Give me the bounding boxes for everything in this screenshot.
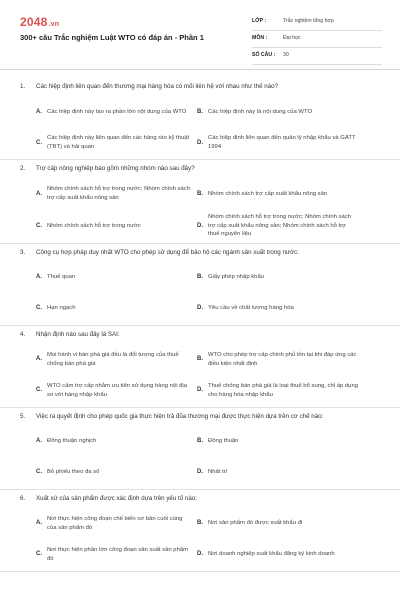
answer-options [20,345,382,407]
option-letter: B. [197,438,203,445]
option-text: Đồng thuận [208,438,239,445]
option-letter: C. [36,551,42,558]
answer-option[interactable] [36,128,192,159]
option-letter: A. [36,190,42,197]
question-text [20,244,382,263]
question-item [0,408,400,490]
option-letter: A. [36,108,42,115]
question-list [0,78,400,572]
answer-option[interactable] [197,540,359,571]
meta-row-class [252,14,382,31]
question-text [20,78,382,97]
question-item [0,78,400,160]
option-letter: D. [197,551,203,558]
option-letter: D. [197,387,203,394]
question-number: 3. [20,248,26,256]
option-text: Nhóm chính sách hỗ trợ trong nước; Nhóm chính sách trợ cấp xuất khẩu nông sản; Nhóm chính sách hỗ trợ thuế nguyên liệu [208,214,351,238]
answer-option[interactable] [36,509,192,540]
answer-option[interactable] [197,458,359,489]
question-label: Xuất xứ của sản phẩm được xác định dựa trên yếu tố nào: [36,494,197,502]
option-letter: B. [197,190,203,197]
question-label: Trợ cấp nông nghiệp bao gồm những nhóm nào sau đây? [36,165,195,172]
option-letter: C. [36,469,42,476]
option-letter: B. [197,108,203,115]
option-text: Nhất trí [208,469,228,476]
option-letter: B. [197,520,203,527]
option-letter: A. [36,520,42,527]
answer-option[interactable] [36,376,192,407]
option-letter: D. [197,222,203,229]
option-text: Thuế chống bán phá giá là loại thuế bổ sung, chỉ áp dụng cho hàng hóa nhập khẩu [208,383,359,398]
answer-option[interactable] [197,509,359,540]
option-letter: C. [36,222,42,229]
question-number: 1. [20,83,26,90]
option-text: Giấy phép nhập khẩu [208,274,265,281]
option-letter: A. [36,274,42,281]
option-text: WTO cấm trợ cấp nhằm ưu tiên sử dụng hàng nội địa so với hàng nhập khẩu [47,383,187,398]
question-item [0,244,400,326]
answer-option[interactable] [197,128,359,159]
answer-option[interactable] [36,210,192,243]
question-item [0,490,400,572]
option-letter: A. [36,356,42,363]
quiz-meta [252,14,382,65]
answer-option[interactable] [36,427,192,458]
option-text: Nơi doanh nghiệp xuất khẩu đăng ký kinh doanh [208,551,335,558]
answer-option[interactable] [197,97,359,128]
option-letter: D. [197,469,203,476]
option-text: Các hiệp định này liên quan đến các hàng rào kỹ thuật (TBT) và hải quan [47,135,190,150]
question-label: Công cụ hợp pháp duy nhất WTO cho phép sử dụng để bảo hộ các ngành sản xuất trong nước: [36,248,299,256]
meta-value: Trắc nghiệm tổng hợp [283,18,334,24]
answer-option[interactable] [36,345,192,376]
option-letter: D. [197,305,203,312]
site-logo[interactable] [20,15,59,29]
option-text: Bỏ phiếu theo đa số [47,469,100,476]
option-text: Hạn ngạch [47,305,76,312]
option-text: Các hiệp định này là nội dung của WTO [208,108,313,115]
answer-options [20,97,382,159]
question-item [0,326,400,408]
meta-label: SỐ CÂU : [252,52,276,58]
answer-option[interactable] [36,458,192,489]
option-text: Các hiệp định này tạo ra phần lớn nội dung của WTO [47,108,187,115]
answer-option[interactable] [197,294,359,325]
option-text: Nơi thực hiện công đoạn chế biến cơ bản cuối cùng của sản phẩm đó [47,516,183,531]
option-text: Thuế quan [47,274,76,281]
answer-options [20,179,382,243]
question-text [20,490,382,509]
option-letter: B. [197,274,203,281]
option-text: Nhóm chính sách hỗ trợ trong nước [47,222,141,229]
question-item [0,160,400,244]
answer-options [20,427,382,489]
meta-value: Đại học [283,35,301,41]
meta-label: LỚP : [252,18,267,24]
page-title: 300+ câu Trắc nghiệm Luật WTO có đáp án - Phần 1 [20,33,204,42]
option-text: WTO cho phép trợ cấp chính phủ tồn tại khi đáp ứng các điều kiện nhất định [208,352,357,367]
question-text [20,160,382,179]
option-letter: C. [36,139,42,146]
header-divider [0,69,400,70]
logo-text: 2048 [20,15,48,29]
question-number: 5. [20,412,26,420]
question-number: 2. [20,165,26,172]
question-text [20,326,382,345]
logo-domain: .vn [48,21,60,28]
meta-row-count [252,48,382,65]
answer-option[interactable] [36,294,192,325]
page-header [0,0,400,68]
answer-option[interactable] [197,210,359,243]
option-text: Mọi hành vi bán phá giá đều là đối tượng của thuế chống bán phá giá [47,352,179,367]
answer-option[interactable] [197,263,359,294]
option-text: Nhóm chính sách hỗ trợ trong nước; Nhóm chính sách trợ cấp xuất khẩu nông sản [47,186,190,201]
option-letter: B. [197,356,203,363]
option-text: Yêu cầu về chất lượng hàng hóa [208,305,294,312]
option-letter: D. [197,139,203,146]
option-letter: C. [36,387,42,394]
question-label: Nhận định nào sau đây là SAI: [36,330,120,338]
answer-option[interactable] [197,427,359,458]
meta-label: MÔN : [252,35,268,41]
question-number: 4. [20,330,26,338]
answer-option[interactable] [36,179,192,210]
answer-option[interactable] [197,179,359,210]
meta-row-subject [252,31,382,48]
answer-option[interactable] [197,345,359,376]
question-number: 6. [20,494,26,502]
question-text [20,408,382,427]
option-text: Nơi sản phẩm đó được xuất khẩu đi [208,520,303,527]
answer-options [20,263,382,325]
option-letter: C. [36,305,42,312]
option-text: Đồng thuận nghịch [47,438,97,445]
option-text: Các hiệp định liên quan đến quản lý nhập khẩu và GATT 1994 [208,135,356,150]
option-text: Nhóm chính sách trợ cấp xuất khẩu nông sản [208,190,328,197]
answer-option[interactable] [36,540,192,571]
answer-option[interactable] [36,263,192,294]
answer-option[interactable] [197,376,359,407]
answer-options [20,509,382,571]
question-label: Các hiệp định liên quan đến thương mại hàng hóa có mối liên hệ với nhau như thế nào? [36,83,279,90]
option-text: Nơi thực hiện phần lớn công đoạn sản xuất sản phẩm đó [47,547,189,562]
answer-option[interactable] [36,97,192,128]
meta-value: 30 [283,52,289,58]
option-letter: A. [36,438,42,445]
question-label: Việc ra quyết định cho phép quốc gia thực hiện trả đũa thương mại được thực hiện dựa trên cơ chế nào: [36,412,324,420]
